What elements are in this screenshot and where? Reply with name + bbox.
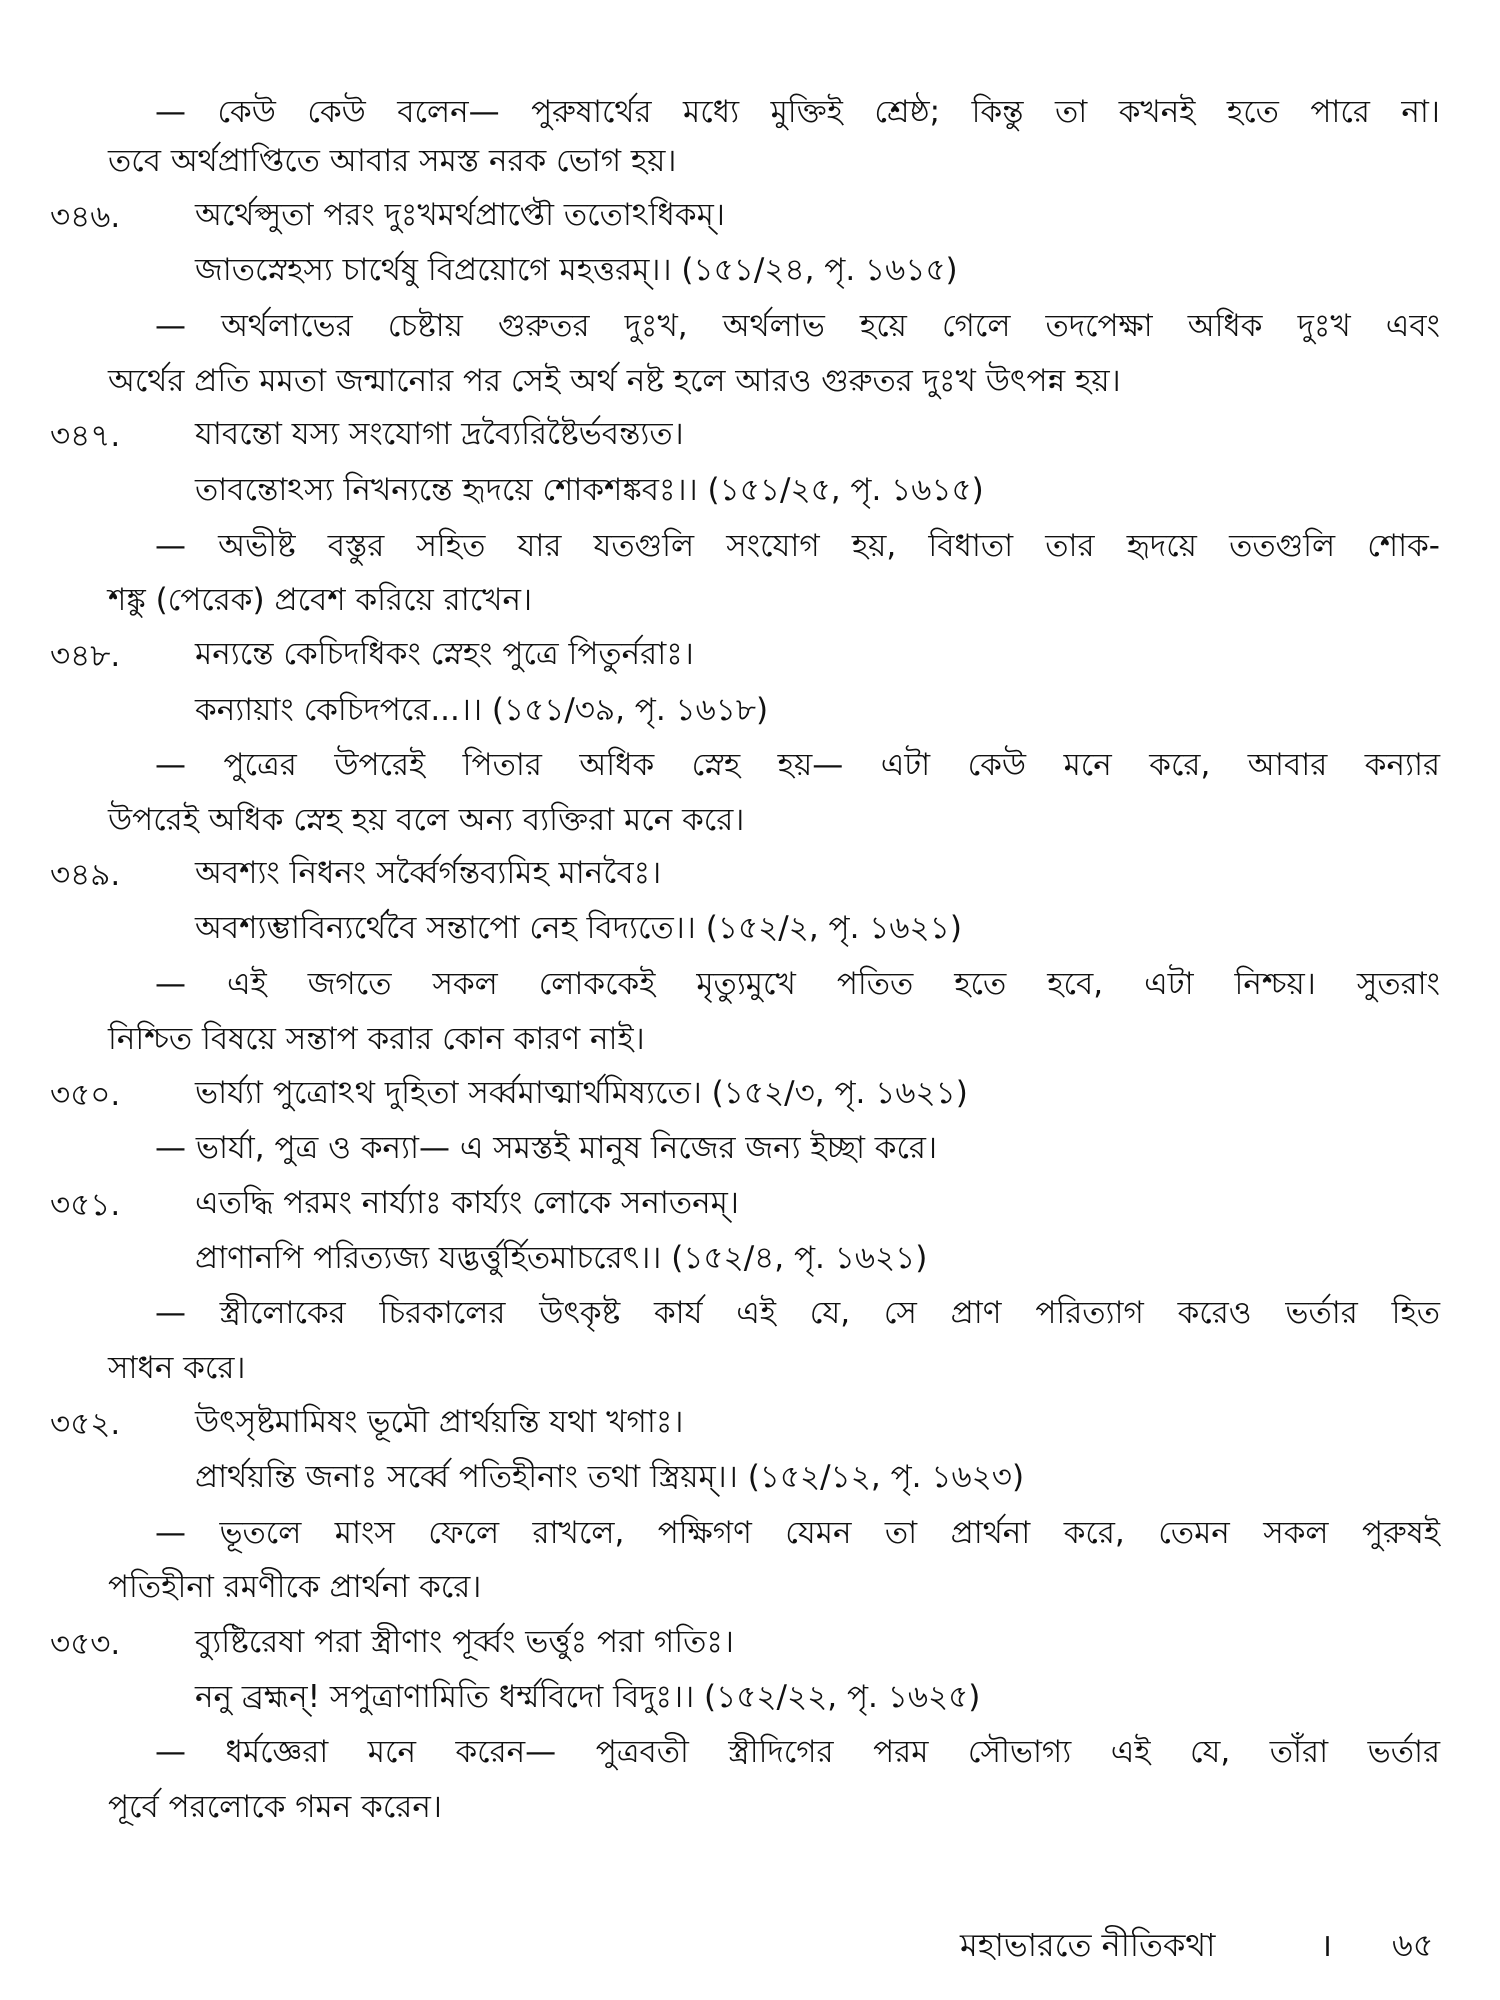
verse-number: ৩৫০.: [50, 1077, 121, 1113]
verse-translation-line-2: অর্থের প্রতি মমতা জন্মানোর পর সেই অর্থ নষ্ট হলে আরও গুরুতর দুঃখ উৎপন্ন হয়।: [108, 363, 1121, 399]
verse-translation-line-1: — পুত্রের উপরেই পিতার অধিক স্নেহ হয়— এটা কেউ মনে করে, আবার কন্যার: [155, 747, 1440, 783]
verse-sanskrit-line-1: যাবন্তো যস্য সংযোগা দ্রব্যৈরিষ্টৈর্ভবন্ত্যত।: [195, 416, 684, 452]
verse-sanskrit-line-1: অবশ্যং নিধনং সর্ব্বৈর্গন্তব্যমিহ মানবৈঃ।: [195, 855, 662, 891]
verse-sanskrit-line-2: জাতস্নেহস্য চার্থেষু বিপ্রয়োগে মহত্তরম্।। (১৫১/২৪, পৃ. ১৬১৫): [195, 252, 958, 288]
verse-sanskrit-line-2: ননু ব্রহ্মন্! সপুত্রাণামিতি ধর্ম্মবিদো বিদুঃ।। (১৫২/২২, পৃ. ১৬২৫): [195, 1679, 981, 1715]
running-footer-title: মহাভারতে নীতিকথা: [960, 1926, 1216, 1964]
verse-sanskrit-line-2: তাবন্তোঽস্য নিখন্যন্তে হৃদয়ে শোকশঙ্কবঃ।। (১৫১/২৫, পৃ. ১৬১৫): [195, 472, 984, 508]
verse-sanskrit-line-2: অবশ্যম্ভাবিন্যর্থেবৈ সন্তাপো নেহ বিদ্যতে।। (১৫২/২, পৃ. ১৬২১): [195, 910, 962, 946]
verse-sanskrit-line-2: প্রাণানপি পরিত্যজ্য যদ্ভর্ত্তুর্হিতমাচরেৎ।। (১৫২/৪, পৃ. ১৬২১): [195, 1240, 928, 1276]
verse-number: ৩৫১.: [50, 1187, 121, 1223]
verse-sanskrit-line-1: মন্যন্তে কেচিদধিকং স্নেহং পুত্রে পিতুর্নরাঃ।: [195, 636, 694, 672]
verse-sanskrit-line-2: কন্যায়াং কেচিদপরে...।। (১৫১/৩৯, পৃ. ১৬১৮): [195, 692, 769, 728]
verse-translation-line-2: নিশ্চিত বিষয়ে সন্তাপ করার কোন কারণ নাই।: [108, 1021, 645, 1057]
page-number: ৬৫: [1392, 1926, 1434, 1964]
verse-number: ৩৫৩.: [50, 1626, 121, 1662]
verse-number: ৩৪৮.: [50, 638, 121, 674]
intro-line-1: — কেউ কেউ বলেন— পুরুষার্থের মধ্যে মুক্তিই শ্রেষ্ঠ; কিন্তু তা কখনই হতে পারে না।: [155, 94, 1440, 130]
verse-translation-line-1: — ভার্যা, পুত্র ও কন্যা— এ সমস্তই মানুষ নিজের জন্য ইচ্ছা করে।: [155, 1130, 938, 1166]
verse-sanskrit-line-1: অর্থেপ্সুতা পরং দুঃখমর্থপ্রাপ্তৌ ততোঽধিকম্।: [195, 197, 725, 233]
verse-translation-line-2: শঙ্কু (পেরেক) প্রবেশ করিয়ে রাখেন।: [108, 582, 533, 618]
verse-sanskrit-line-1: ভার্য্যা পুত্রোঽথ দুহিতা সর্ব্বমাত্মার্থমিষ্যতে। (১৫২/৩, পৃ. ১৬২১): [195, 1075, 968, 1111]
verse-number: ৩৪৬.: [50, 199, 121, 235]
verse-translation-line-1: — ধর্মজ্ঞেরা মনে করেন— পুত্রবতী স্ত্রীদিগের পরম সৌভাগ্য এই যে, তাঁরা ভর্তার: [155, 1734, 1440, 1770]
verse-number: ৩৪৭.: [50, 418, 121, 454]
verse-translation-line-2: সাধন করে।: [108, 1350, 246, 1386]
verse-sanskrit-line-1: ব্যুষ্টিরেষা পরা স্ত্রীণাং পূর্ব্বং ভর্ত্তুঃ পরা গতিঃ।: [195, 1624, 734, 1660]
verse-translation-line-2: পূর্বে পরলোকে গমন করেন।: [108, 1789, 442, 1825]
verse-translation-line-1: — অভীষ্ট বস্তুর সহিত যার যতগুলি সংযোগ হয়, বিধাতা তার হৃদয়ে ততগুলি শোক-: [155, 528, 1440, 564]
verse-translation-line-2: পতিহীনা রমণীকে প্রার্থনা করে।: [108, 1569, 482, 1605]
verse-translation-line-1: — এই জগতে সকল লোককেই মৃত্যুমুখে পতিত হতে হবে, এটা নিশ্চয়। সুতরাং: [155, 966, 1440, 1002]
verse-translation-line-1: — স্ত্রীলোকের চিরকালের উৎকৃষ্ট কার্য এই যে, সে প্রাণ পরিত্যাগ করেও ভর্তার হিত: [155, 1295, 1440, 1331]
verse-translation-line-2: উপরেই অধিক স্নেহ হয় বলে অন্য ব্যক্তিরা মনে করে।: [108, 802, 745, 838]
verse-translation-line-1: — অর্থলাভের চেষ্টায় গুরুতর দুঃখ, অর্থলাভ হয়ে গেলে তদপেক্ষা অধিক দুঃখ এবং: [155, 308, 1440, 344]
verse-number: ৩৫২.: [50, 1406, 121, 1442]
intro-line-2: তবে অর্থপ্রাপ্তিতে আবার সমস্ত নরক ভোগ হয়।: [108, 143, 677, 179]
verse-sanskrit-line-1: এতদ্ধি পরমং নার্য্যাঃ কার্য্যং লোকে সনাতনম্।: [195, 1185, 739, 1221]
verse-sanskrit-line-2: প্রার্থয়ন্তি জনাঃ সর্ব্বে পতিহীনাং তথা স্ত্রিয়ম্।। (১৫২/১২, পৃ. ১৬২৩): [195, 1459, 1025, 1495]
verse-number: ৩৪৯.: [50, 857, 121, 893]
verse-translation-line-1: — ভূতলে মাংস ফেলে রাখলে, পক্ষিগণ যেমন তা প্রার্থনা করে, তেমন সকল পুরুষই: [155, 1515, 1440, 1551]
footer-separator: ।: [1320, 1926, 1333, 1964]
verse-sanskrit-line-1: উৎসৃষ্টমামিষং ভূমৌ প্রার্থয়ন্তি যথা খগাঃ।: [195, 1404, 684, 1440]
